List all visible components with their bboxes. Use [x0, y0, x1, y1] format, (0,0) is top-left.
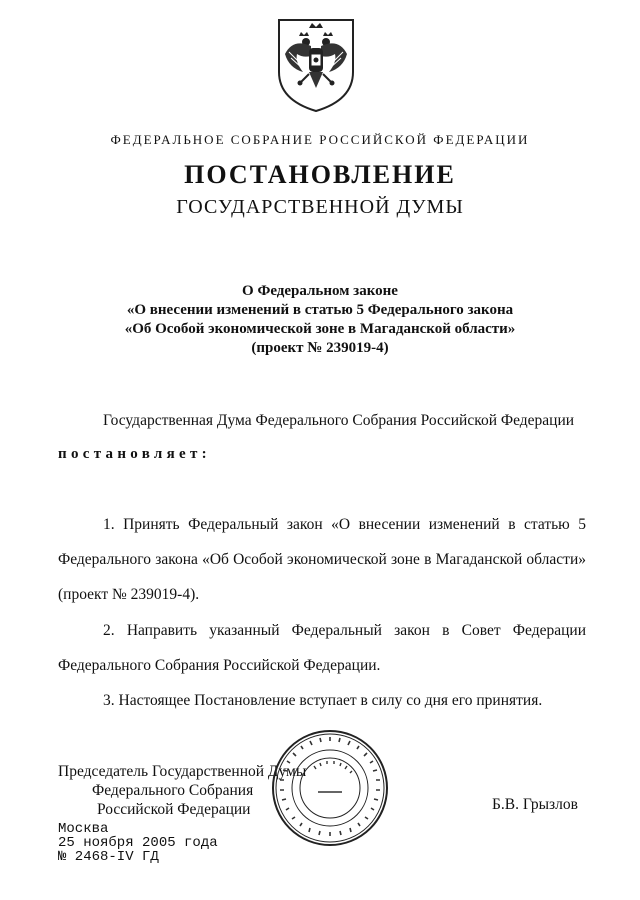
item-2-line: Федерального Собрания Российской Федерации.: [58, 657, 381, 674]
subject-line: О Федеральном законе: [242, 283, 398, 299]
subject-line: (проект № 239019-4): [251, 340, 389, 356]
footer-number: № 2468-IV ГД: [58, 849, 159, 865]
official-stamp: [270, 728, 390, 848]
item-1-line: (проект № 239019-4).: [58, 586, 200, 603]
item-1-line: Федерального закона «Об Особой экономической зоне в Магаданской области»: [58, 551, 586, 568]
document-issuer: ГОСУДАРСТВЕННОЙ ДУМЫ: [176, 196, 464, 218]
signatory-position-line: Председатель Государственной Думы: [58, 763, 307, 780]
document-subject: [0, 282, 640, 358]
item-1-line: 1. Принять Федеральный закон «О внесении изменений в статью 5: [103, 516, 586, 533]
footer-date: 25 ноября 2005 года: [58, 835, 218, 851]
document-footer: [58, 822, 218, 864]
coat-of-arms-emblem: [271, 14, 361, 114]
signatory-name: Б.В. Грызлов: [492, 796, 578, 813]
item-3-text: 3. Настоящее Постановление вступает в силу со дня его принятия.: [103, 692, 543, 709]
preamble-text: Государственная Дума Федерального Собрания Российской Федерации: [103, 412, 575, 429]
organization-name: ФЕДЕРАЛЬНОЕ СОБРАНИЕ РОССИЙСКОЙ ФЕДЕРАЦИИ: [110, 132, 530, 147]
subject-line: «Об Особой экономической зоне в Магаданской области»: [124, 321, 516, 337]
signatory-position-line: Федерального Собрания: [92, 782, 254, 799]
footer-city: Москва: [58, 821, 109, 837]
subject-line: «О внесении изменений в статью 5 Федерального закона: [126, 302, 514, 318]
item-2-line: 2. Направить указанный Федеральный закон в Совет Федерации: [103, 622, 586, 639]
document-type: ПОСТАНОВЛЕНИЕ: [184, 160, 456, 189]
signatory-position-line: Российской Федерации: [97, 801, 251, 818]
resolves-label: постановляет:: [58, 446, 211, 462]
